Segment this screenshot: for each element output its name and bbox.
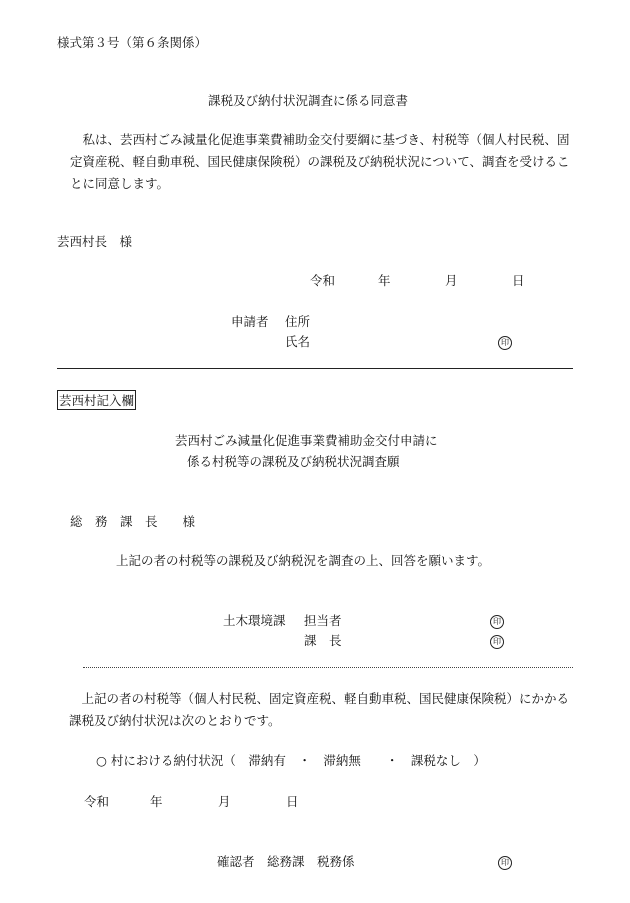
confirmer-label: 確認者 総務課 税務係 bbox=[217, 854, 355, 869]
reply-body: 上記の者の村税等（個人村民税、固定資産税、軽自動車税、国民健康保険税）にかかる課税及び納付状況は次のとおりです。 bbox=[69, 691, 570, 728]
person-label: 担当者 bbox=[304, 613, 342, 628]
date-year: 年 bbox=[378, 273, 391, 288]
address-label: 住所 bbox=[285, 314, 311, 329]
village-addressee: 総 務 課 長 様 bbox=[70, 514, 196, 529]
seal-mark: 印 bbox=[490, 635, 504, 649]
consent-date bbox=[310, 275, 530, 289]
date-month: 月 bbox=[445, 273, 458, 288]
village-entry-box bbox=[57, 395, 136, 408]
seal-mark: 印 bbox=[498, 856, 512, 870]
person-seal-icon bbox=[490, 614, 504, 629]
consent-title: 課税及び納付状況調査に係る同意書 bbox=[208, 93, 409, 108]
village-title-line2: 係る村税等の課税及び納税状況調査願 bbox=[187, 454, 400, 469]
date-era: 令和 bbox=[84, 794, 110, 809]
date-day: 日 bbox=[512, 273, 525, 288]
date-month: 月 bbox=[218, 794, 231, 809]
payment-status-line: ○ 村における納付状況（ 滞納有 ・ 滞納無 ・ 課税なし ） bbox=[96, 753, 486, 768]
date-day: 日 bbox=[286, 794, 299, 809]
consent-addressee: 芸西村長 様 bbox=[57, 234, 133, 249]
seal-mark: 印 bbox=[498, 336, 512, 350]
date-year: 年 bbox=[150, 794, 163, 809]
confirmer-seal-icon bbox=[498, 855, 512, 870]
reply-date bbox=[84, 796, 304, 810]
section-divider bbox=[57, 368, 573, 369]
chief-label: 課 長 bbox=[304, 633, 342, 648]
form-number: 様式第３号（第６条関係） bbox=[57, 35, 208, 50]
village-entry-label: 芸西村記入欄 bbox=[57, 390, 136, 410]
village-title-line1: 芸西村ごみ減量化促進事業費補助金交付申請に bbox=[175, 433, 438, 448]
chief-seal-icon bbox=[490, 634, 504, 649]
applicant-label: 申請者 bbox=[231, 314, 269, 329]
consent-body: 私は、芸西村ごみ減量化促進事業費補助金交付要綱に基づき、村税等（個人村民税、固定資産税、軽自動車税、国民健康保険税）の課税及び納税状況について、調査を受けることに同意します。 bbox=[70, 132, 570, 191]
name-label: 氏名 bbox=[285, 334, 311, 349]
seal-mark: 印 bbox=[490, 615, 504, 629]
village-request: 上記の者の村税等の課税及び納税況を調査の上、回答を願います。 bbox=[116, 553, 491, 568]
applicant-seal-icon bbox=[498, 335, 512, 350]
dotted-divider bbox=[83, 667, 573, 668]
date-era: 令和 bbox=[310, 273, 336, 288]
dept-label: 土木環境課 bbox=[223, 613, 286, 628]
